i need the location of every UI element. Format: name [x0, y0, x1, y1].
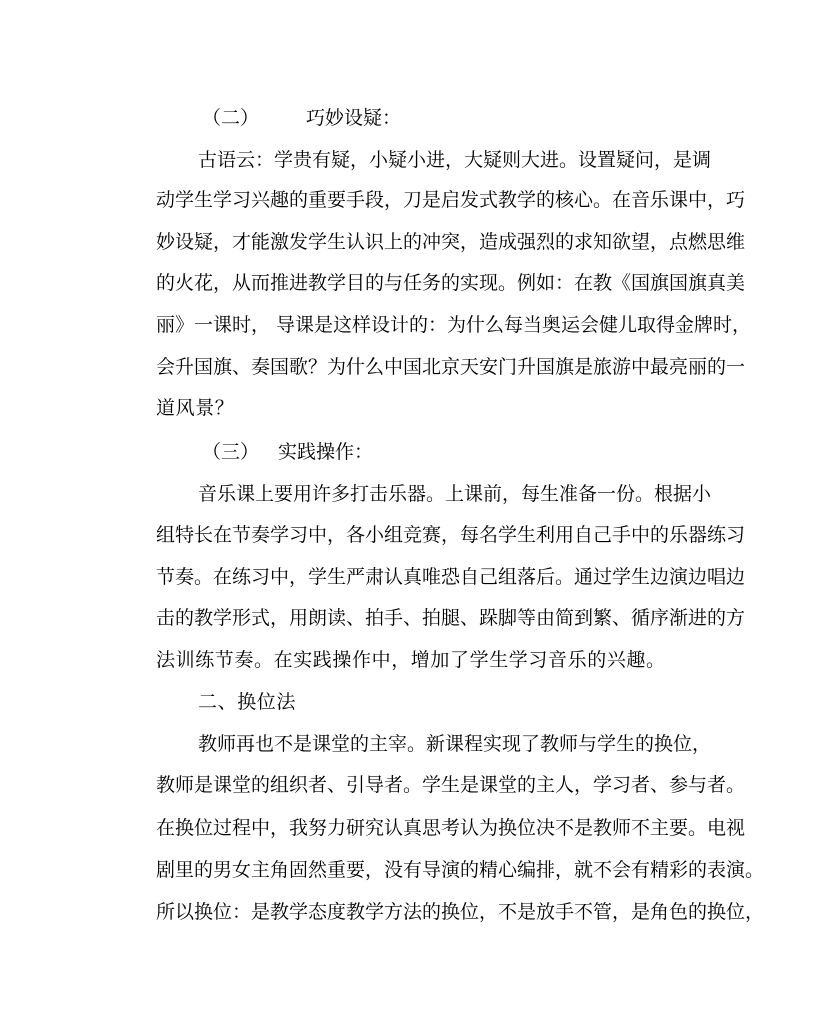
s2-line-2: 动学生学习兴趣的重要手段，刀是启发式教学的核心。在音乐课中，巧 [156, 189, 746, 211]
s2-line-7: 道风景？ [156, 397, 235, 419]
s3-line-3: 节奏。在练习中，学生严肃认真唯恐自己组落后。通过学生边演边唱边 [156, 566, 746, 588]
section-2-title: 巧妙设疑： [306, 107, 402, 129]
s2-line-5: 丽》一课时， 导课是这样设计的：为什么每当奥运会健儿取得金牌时， [156, 314, 752, 336]
s3-line-1: 音乐课上要用许多打击乐器。上课前，每生准备一份。根据小 [198, 483, 712, 505]
section-4-heading: 二、换位法 [198, 691, 297, 713]
s4-line-2: 教师是课堂的组织者、引导者。学生是课堂的主人，学习者、参与者。 [156, 774, 746, 796]
s2-line-1: 古语云：学贵有疑，小疑小进，大疑则大进。设置疑问，是调 [198, 149, 712, 171]
section-3-number: （三） [202, 441, 260, 463]
section-2-number: （二） [202, 107, 260, 129]
s3-line-4: 击的教学形式，用朗读、拍手、拍腿、跺脚等由简到繁、循序渐进的方 [156, 607, 746, 629]
s2-line-6: 会升国旗、奏国歌？为什么中国北京天安门升国旗是旅游中最亮丽的一 [156, 356, 746, 378]
s4-line-1: 教师再也不是课堂的主宰。新课程实现了教师与学生的换位， [198, 733, 712, 755]
s3-line-5: 法训练节奏。在实践操作中，增加了学生学习音乐的兴趣。 [156, 649, 666, 671]
s3-line-2: 组特长在节奏学习中，各小组竞赛，每名学生利用自己手中的乐器练习 [156, 524, 746, 546]
s4-line-4: 剧里的男女主角固然重要，没有导演的精心编排，就不会有精彩的表演。 [156, 859, 765, 881]
s2-line-3: 妙设疑，才能激发学生认识上的冲突，造成强烈的求知欲望，点燃思维 [156, 231, 746, 253]
s4-line-5: 所以换位：是教学态度教学方法的换位，不是放手不管，是角色的换位， [156, 901, 765, 923]
section-3-title: 实践操作： [278, 441, 374, 463]
s2-line-4: 的火花，从而推进教学目的与任务的实现。例如：在教《国旗国旗真美 [156, 272, 746, 294]
s4-line-3: 在换位过程中，我努力研究认真思考认为换位决不是教师不主要。电视 [156, 817, 746, 839]
